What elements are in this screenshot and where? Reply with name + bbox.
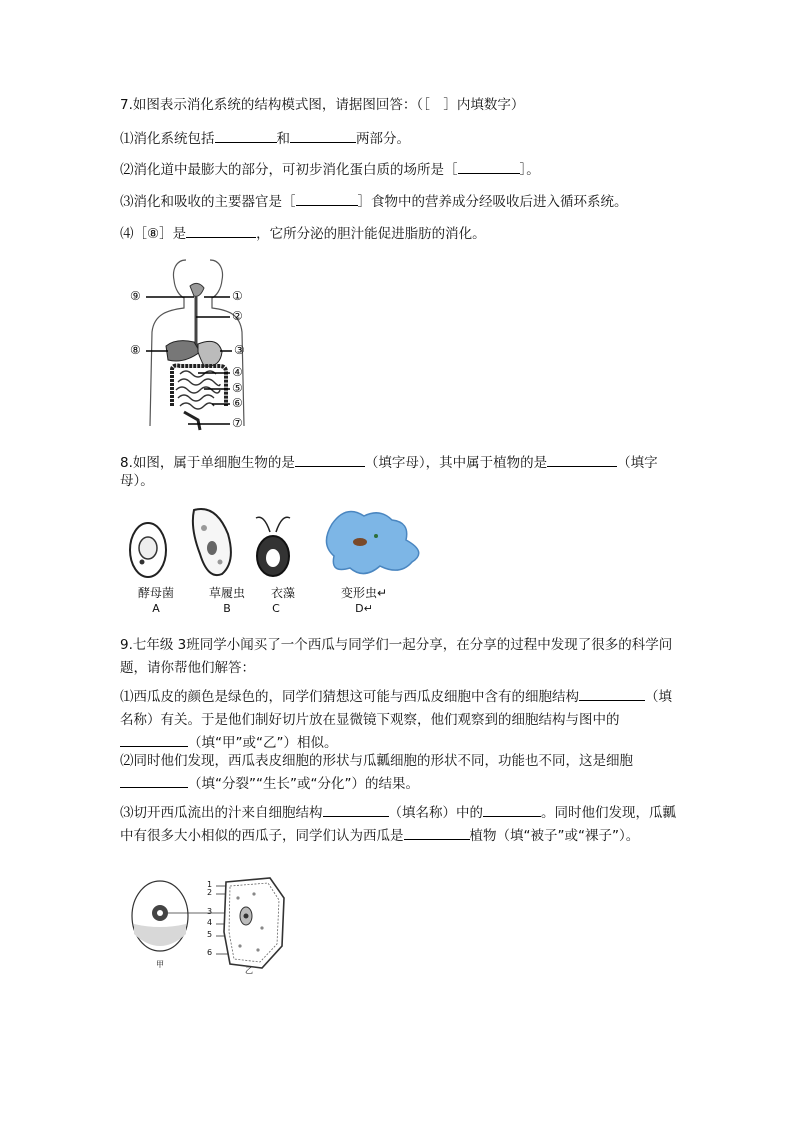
q7-p2-text-b: ］。 — [519, 162, 540, 178]
yeast-cell-icon — [130, 523, 166, 577]
q7-p4-text-a: ⑷［⑧］是 — [120, 226, 187, 242]
label-5: ⑤ — [232, 381, 243, 395]
q8-line2: 母）。 — [120, 473, 154, 489]
q9-p3-blank3[interactable] — [404, 826, 470, 840]
q7-p3-text-b: ］食物中的营养成分经吸收后进入循环系统。 — [357, 194, 628, 210]
paramecium-icon — [193, 509, 231, 575]
q8-text-a: 8.如图，属于单细胞生物的是 — [120, 455, 295, 471]
q8-text-b: （填字母），其中属于植物的是 — [364, 455, 548, 471]
caption-amoeba: 变形虫↵ — [340, 586, 388, 600]
cell-label-1: 1 — [207, 880, 213, 889]
q9-part2 — [120, 750, 676, 796]
letter-a: A — [152, 602, 160, 615]
label-6: ⑥ — [232, 396, 243, 410]
q9-p3-blank2[interactable] — [483, 803, 541, 817]
q7-p3-blank[interactable] — [296, 192, 358, 206]
q9-p1-blank2[interactable] — [120, 733, 188, 747]
q8-blank1[interactable] — [295, 453, 365, 467]
q9-p3-text-c: 。同时他们发现，瓜瓤中有很多大小相似的西瓜子，同学们认为西瓜是 — [120, 805, 676, 844]
q8-blank2[interactable] — [547, 453, 617, 467]
q9-p1-blank1[interactable] — [579, 687, 645, 701]
q7-part4 — [120, 224, 486, 243]
label-8: ⑧ — [130, 343, 141, 357]
letter-b: B — [223, 602, 231, 615]
label-9: ⑨ — [130, 289, 141, 303]
q7-part3 — [120, 192, 628, 211]
q9-p1-text-b: （填名称）有关。于是他们制好切片放在显微镜下观察，他们观察到的细胞结构与图中的 — [120, 689, 672, 728]
q7-title: 7.如图表示消化系统的结构模式图，请据图回答：（［ ］内填数字） — [120, 97, 525, 113]
unicellular-organisms-figure — [124, 504, 434, 580]
cell-label-5: 5 — [207, 930, 213, 939]
q9-p2-blank[interactable] — [120, 774, 188, 788]
q9-p2-text-b: （填“分裂”“生长”或“分化”）的结果。 — [188, 776, 419, 792]
q9-p2-text-a: ⑵同时他们发现，西瓜表皮细胞的形状与瓜瓤细胞的形状不同，功能也不同，这是细胞 — [120, 753, 633, 769]
q9-part3 — [120, 802, 676, 848]
label-4: ④ — [232, 365, 243, 379]
q7-p3-text-a: ⑶消化和吸收的主要器官是［ — [120, 194, 296, 210]
amoeba-icon — [326, 512, 418, 574]
q7-p1-text-a: ⑴消化系统包括 — [120, 131, 215, 147]
cell-label-6: 6 — [207, 948, 213, 957]
cell-name-jia: 甲 — [156, 960, 164, 969]
label-3: ③ — [234, 343, 245, 357]
q7-p1-blank1[interactable] — [215, 129, 277, 143]
q9-p1-text-c: （填“甲”或“乙”）相似。 — [188, 735, 338, 751]
q9-p3-blank1[interactable] — [323, 803, 389, 817]
q7-p1-text-b: 和 — [276, 131, 290, 147]
q7-p2-blank[interactable] — [458, 160, 520, 174]
q9-p3-text-a: ⑶切开西瓜流出的汁来自细胞结构 — [120, 805, 323, 821]
q7-p1-text-c: 两部分。 — [356, 131, 410, 147]
cell-name-yi: 乙 — [245, 966, 253, 975]
q9-p3-text-d: 植物（填“被子”或“裸子”）。 — [469, 828, 640, 844]
q7-part1 — [120, 129, 410, 148]
q8-line1 — [120, 453, 658, 472]
chlamydomonas-icon — [256, 517, 290, 576]
q7-p4-text-b: ，它所分泌的胆汁能促进脂肪的消化。 — [256, 226, 486, 242]
q9-intro: 9.七年级 3班同学小闻买了一个西瓜与同学们一起分享，在分享的过程中发现了很多的科学问题，请你帮他们解答： — [120, 637, 673, 676]
letter-c: C — [272, 602, 280, 615]
caption-paramecium: 草履虫 — [208, 586, 245, 600]
cell-label-3: 3 — [207, 907, 213, 916]
caption-yeast: 酵母菌 — [137, 586, 174, 600]
q7-p4-blank[interactable] — [186, 224, 256, 238]
label-2: ② — [232, 309, 243, 323]
q9-p3-text-b: （填名称）中的 — [388, 805, 483, 821]
q9-part1 — [120, 686, 676, 755]
cell-diagram-labels — [130, 876, 290, 974]
q8-text-c: （填字 — [617, 455, 658, 471]
cell-label-2: 2 — [207, 888, 213, 897]
label-1: ① — [232, 289, 243, 303]
label-7: ⑦ — [232, 416, 243, 430]
digestive-labels — [124, 256, 264, 434]
caption-chlamydomonas: 衣藻 — [270, 586, 295, 600]
q7-part2 — [120, 160, 540, 179]
cell-label-4: 4 — [207, 918, 213, 927]
q7-p2-text-a: ⑵消化道中最膨大的部分，可初步消化蛋白质的场所是［ — [120, 162, 458, 178]
letter-d: D↵ — [355, 602, 373, 615]
q7-p1-blank2[interactable] — [290, 129, 356, 143]
q9-p1-text-a: ⑴西瓜皮的颜色是绿色的，同学们猜想这可能与西瓜皮细胞中含有的细胞结构 — [120, 689, 579, 705]
